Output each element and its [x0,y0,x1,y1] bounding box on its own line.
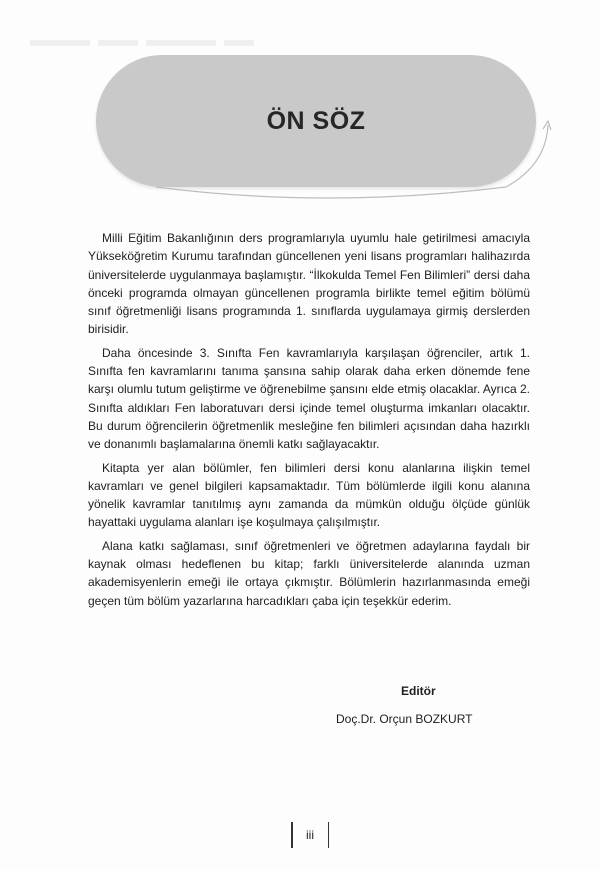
page-title: ÖN SÖZ [266,106,366,135]
page-number: iii [306,828,314,842]
signature-role: Editör [401,684,436,698]
paragraph-2: Daha öncesinde 3. Sınıfta Fen kavramlarıyla karşılaşan öğrenciler, artık 1. Sınıfta fen kavramlarını tanıma şansına sahip olarak daha erken dönemde fene karşı olumlu tutum geliştirme ve öğrenebilme şansını elde etmiş olacaklar. Ayrıca 2. Sınıfta aldıkları Fen laboratuvarı dersi içinde temel oluşturma imkanları olacaktır. Bu durum öğrencilerin öğretmenlik mesleğine fen bilimleri açısından daha hazırklı ve donanımlı başlamalarına önemli katkı sağlayacaktır. [88,345,530,452]
page-number-box [291,822,329,848]
paragraph-3: Kitapta yer alan bölümler, fen bilimleri dersi konu alanlarına ilişkin temel kavramları ve genel bilgileri kapsamaktadır. Tüm bölümlerde ilgili konu alanına yönelik kavramlar tanıtılmış aynı zamanda da mümkün olduğu ölçüde günlük hayattaki uygulama alanları işe koşulmaya çalışılmıştır. [88,460,530,530]
preface-body [88,229,530,615]
paragraph-4: Alana katkı sağlaması, sınıf öğretmenleri ve öğretmen adaylarına faydalı bir kaynak olması hedeflenen bu kitap; farklı üniversitelerde alanında uzman akademisyenlerin emeği ile ortaya çıkmıştır. Bölümlerin hazırlanmasında emeği geçen tüm bölüm yazarlarına harcadıkları çaba için teşekkür ederim. [88,538,530,608]
signature-name: Doç.Dr. Orçun BOZKURT [336,712,473,726]
page-number-right-bar [328,822,330,848]
title-banner [96,55,551,205]
paragraph-1: Milli Eğitim Bakanlığının ders programlarıyla uyumlu hale getirilmesi amacıyla Yükseköğretim Kurumu tarafından güncellenen yeni lisans programları halihazırda üniversitelerde uygulanmaya başlamıştır. “İlkokulda Temel Fen Bilimleri” dersi daha önceki programda olmayan güncellenen programla birlikte temel eğitim bölümü sınıf öğretmenliği lisans programında 1. sınıflarda uygulamaya girmiş derslerden birisidir. [88,231,530,337]
